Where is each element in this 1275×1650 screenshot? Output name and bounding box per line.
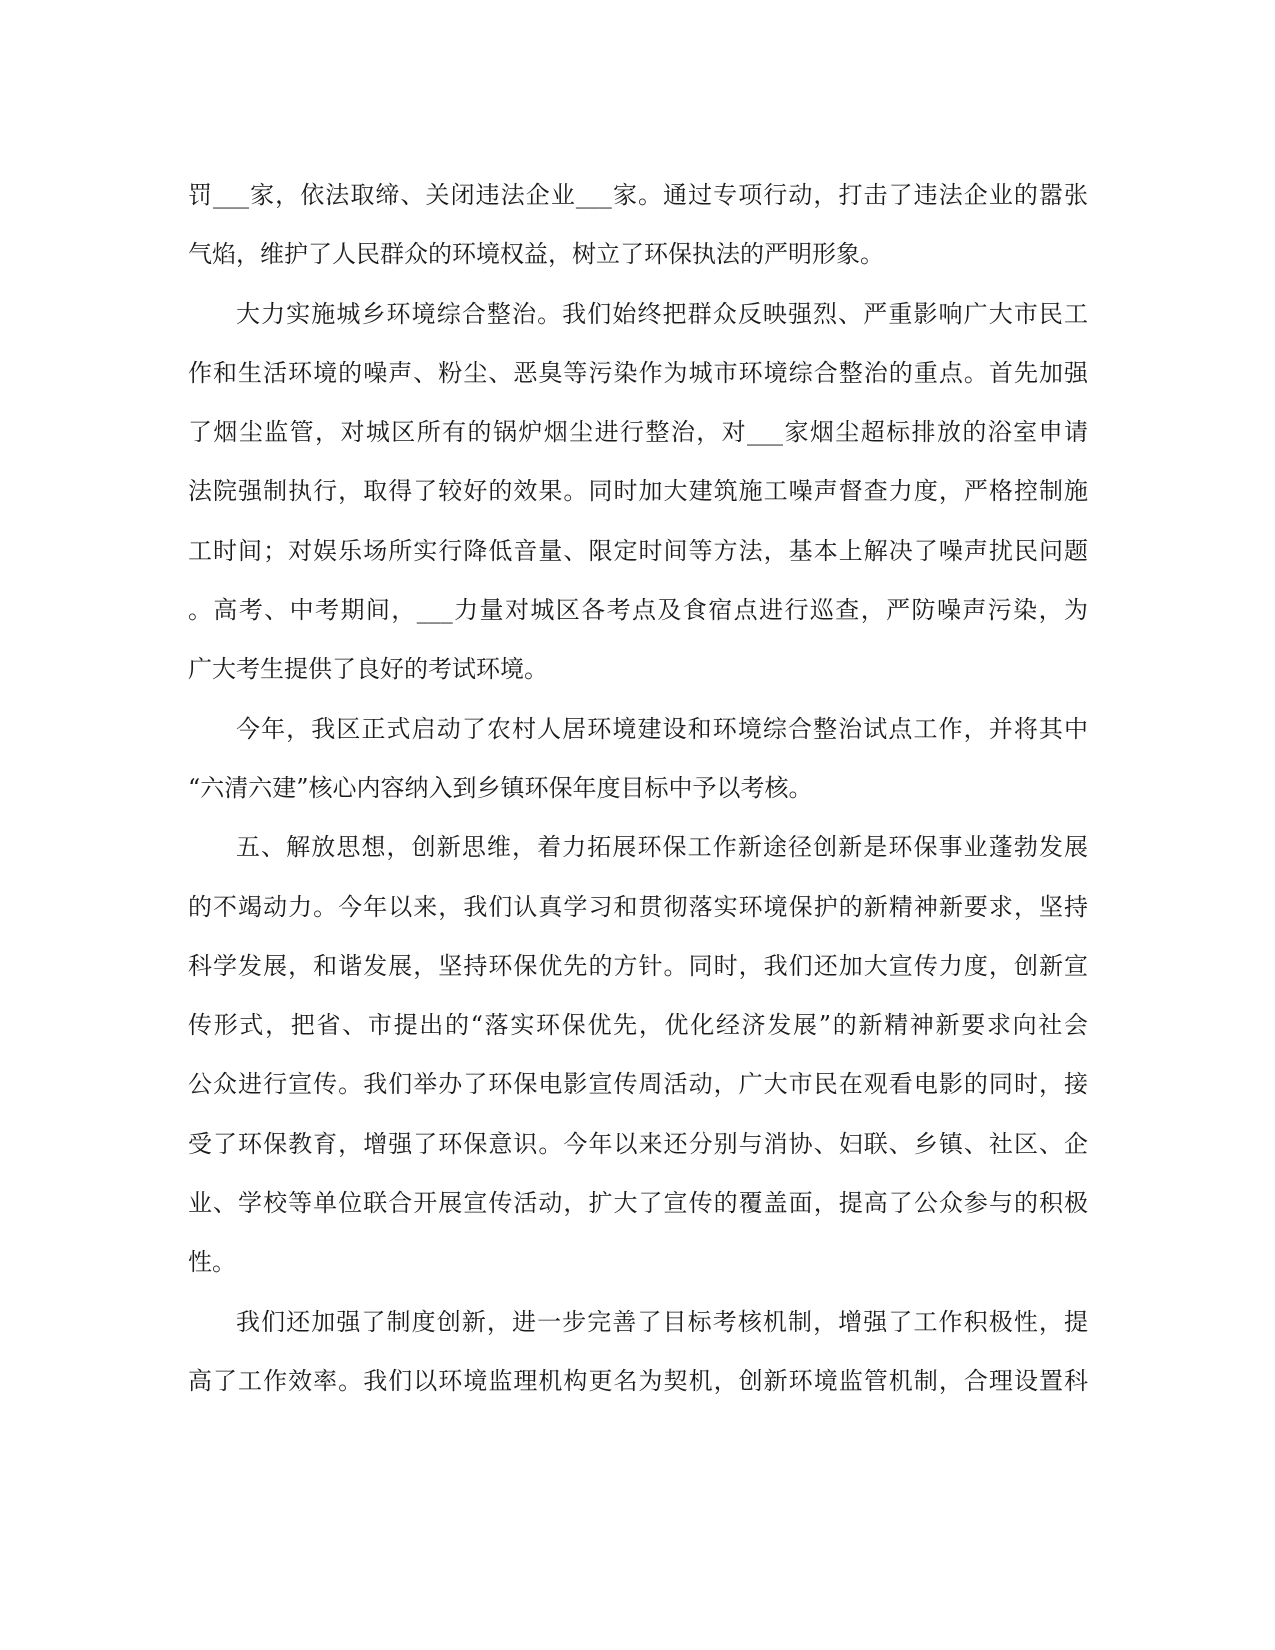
text-line: 工时间；对娱乐场所实行降低音量、限定时间等方法，基本上解决了噪声扰民问题 — [188, 536, 1088, 565]
text-line: 了烟尘监管，对城区所有的锅炉烟尘进行整治，对___家烟尘超标排放的浴室申请 — [188, 418, 1088, 447]
text-line: 大力实施城乡环境综合整治。我们始终把群众反映强烈、严重影响广大市民工 — [236, 299, 1088, 328]
text-line: 法院强制执行，取得了较好的效果。同时加大建筑施工噪声督查力度，严格控制施 — [188, 477, 1088, 506]
text-line: 五、解放思想，创新思维，着力拓展环保工作新途径创新是环保事业蓬勃发展 — [236, 833, 1088, 862]
document-body — [188, 166, 1088, 1411]
text-line: 业、学校等单位联合开展宣传活动，扩大了宣传的覆盖面，提高了公众参与的积极 — [188, 1189, 1088, 1218]
text-line: 。高考、中考期间，___力量对城区各考点及食宿点进行巡查，严防噪声污染，为 — [188, 596, 1088, 625]
text-line: 罚___家，依法取缔、关闭违法企业___家。通过专项行动，打击了违法企业的嚣张 — [188, 181, 1088, 209]
text-line: 受了环保教育，增强了环保意识。今年以来还分别与消协、妇联、乡镇、社区、企 — [188, 1129, 1088, 1158]
text-line: 传形式，把省、市提出的“落实环保优先，优化经济发展”的新精神新要求向社会 — [188, 1011, 1088, 1040]
text-line: 高了工作效率。我们以环境监理机构更名为契机，创新环境监管机制，合理设置科 — [188, 1366, 1088, 1395]
text-line: 作和生活环境的噪声、粉尘、恶臭等污染作为城市环境综合整治的重点。首先加强 — [188, 358, 1088, 387]
text-line: 我们还加强了制度创新，进一步完善了目标考核机制，增强了工作积极性，提 — [236, 1307, 1088, 1336]
text-line: 科学发展，和谐发展，坚持环保优先的方针。同时，我们还加大宣传力度，创新宣 — [188, 951, 1088, 980]
text-line: “六清六建”核心内容纳入到乡镇环保年度目标中予以考核。 — [188, 773, 813, 802]
text-line: 广大考生提供了良好的考试环境。 — [188, 655, 548, 684]
text-line: 今年，我区正式启动了农村人居环境建设和环境综合整治试点工作，并将其中 — [236, 714, 1088, 743]
text-line: 公众进行宣传。我们举办了环保电影宣传周活动，广大市民在观看电影的同时，接 — [188, 1070, 1088, 1099]
text-line: 气焰，维护了人民群众的环境权益，树立了环保执法的严明形象。 — [188, 240, 884, 269]
text-line: 性。 — [188, 1248, 236, 1277]
text-line: 的不竭动力。今年以来，我们认真学习和贯彻落实环境保护的新精神新要求，坚持 — [188, 892, 1088, 921]
